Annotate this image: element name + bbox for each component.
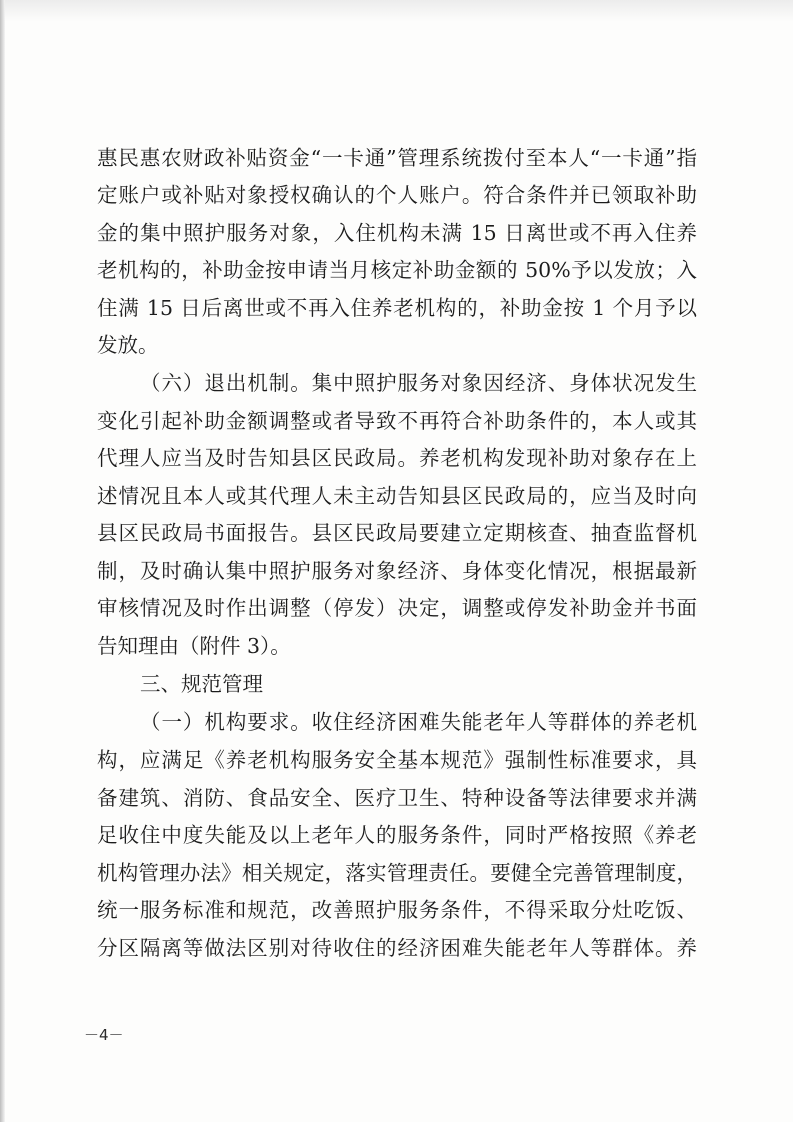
body-line: 代理人应当及时告知县区民政局。养老机构发现补助对象存在上	[97, 446, 697, 470]
paragraph-lead: （一）机构要求。	[140, 710, 312, 734]
body-line: 惠民惠农财政补贴资金“一卡通”管理系统拨付至本人“一卡通”指	[97, 146, 697, 170]
body-line: 定账户或补贴对象授权确认的个人账户。符合条件并已领取补助	[97, 183, 697, 207]
body-line: 发放。	[97, 333, 159, 357]
body-line: 足收住中度失能及以上老年人的服务条件，同时严格按照《养老	[97, 823, 697, 847]
body-line: 告知理由（附件 3）。	[97, 634, 291, 658]
body-line: 老机构的，补助金按申请当月核定补助金额的 50%予以发放；入	[97, 258, 697, 282]
section-heading: 三、规范管理	[140, 672, 263, 696]
paragraph-text: 集中照护服务对象因经济、身体状况发生	[311, 371, 698, 395]
page-number: －4－	[84, 1026, 124, 1044]
body-line: 住满 15 日后离世或不再入住养老机构的，补助金按 1 个月予以	[97, 296, 697, 320]
paragraph-first-line	[140, 368, 697, 398]
body-line: 机构管理办法》相关规定，落实管理责任。要健全完善管理制度，	[97, 861, 697, 885]
body-line: 金的集中照护服务对象，入住机构未满 15 日离世或不再入住养	[97, 221, 697, 245]
body-line: 县区民政局书面报告。县区民政局要建立定期核查、抽查监督机	[97, 521, 697, 545]
body-line: 述情况且本人或其代理人未主动告知县区民政局的，应当及时向	[97, 484, 697, 508]
body-line: 统一服务标准和规范，改善照护服务条件，不得采取分灶吃饭、	[97, 898, 697, 922]
paragraph-first-line	[140, 707, 697, 737]
body-line: 分区隔离等做法区别对待收住的经济困难失能老年人等群体。养	[97, 936, 697, 960]
scan-top-shadow	[0, 0, 793, 22]
scan-left-edge	[0, 0, 5, 1122]
body-line: 备建筑、消防、食品安全、医疗卫生、特种设备等法律要求并满	[97, 786, 697, 810]
paragraph-text: 收住经济困难失能老年人等群体的养老机	[311, 710, 698, 734]
paragraph-lead: （六）退出机制。	[140, 371, 312, 395]
body-line: 构，应满足《养老机构服务安全基本规范》强制性标准要求，具	[97, 748, 697, 772]
body-line: 审核情况及时作出调整（停发）决定，调整或停发补助金并书面	[97, 596, 697, 620]
body-line: 变化引起补助金额调整或者导致不再符合补助条件的，本人或其	[97, 409, 697, 433]
body-line: 制，及时确认集中照护服务对象经济、身体变化情况，根据最新	[97, 559, 697, 583]
